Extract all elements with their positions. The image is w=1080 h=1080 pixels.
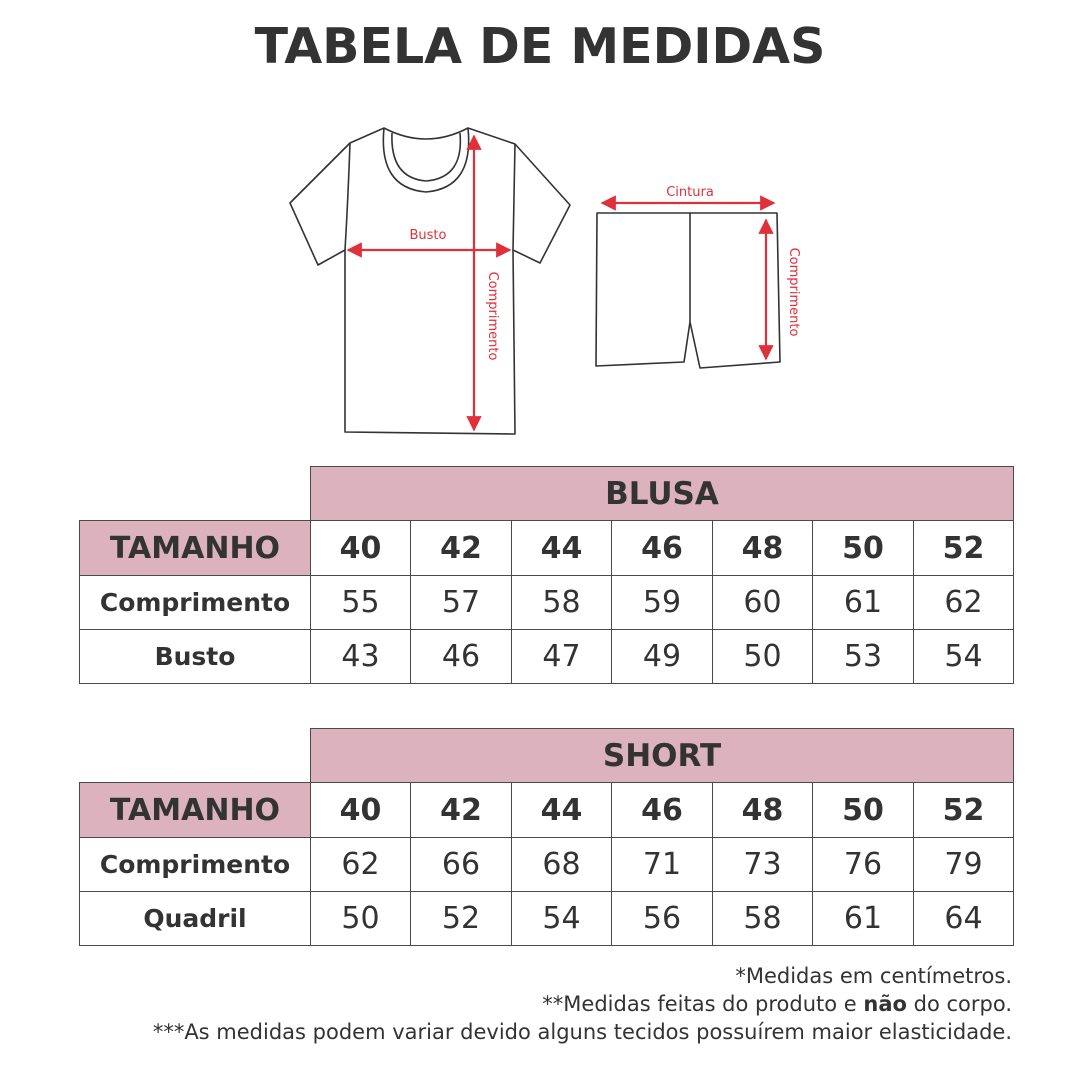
footnote-1: *Medidas em centímetros. (735, 964, 1012, 988)
size-cell: 50 (813, 783, 914, 838)
value-cell: 55 (311, 576, 411, 630)
cintura-label: Cintura (666, 185, 714, 200)
size-row (80, 521, 1014, 576)
size-header-label: TAMANHO (80, 783, 311, 838)
row-label: Comprimento (80, 576, 311, 630)
size-cell: 46 (612, 783, 713, 838)
value-cell: 59 (612, 576, 713, 630)
short-length-label: Comprimento (786, 247, 801, 337)
table-row (80, 838, 1014, 892)
value-cell: 79 (914, 838, 1014, 892)
size-cell: 52 (914, 783, 1014, 838)
tshirt-illustration (290, 128, 570, 434)
size-cell: 40 (311, 783, 411, 838)
size-cell: 46 (612, 521, 713, 576)
table-row (80, 576, 1014, 630)
page-title: TABELA DE MEDIDAS (254, 18, 826, 75)
size-header-label: TAMANHO (80, 521, 311, 576)
size-cell: 44 (512, 521, 612, 576)
garment-diagram (0, 0, 1080, 450)
size-cell: 48 (713, 783, 813, 838)
value-cell: 61 (813, 892, 914, 946)
size-cell: 42 (411, 521, 512, 576)
footnote-3: ***As medidas podem variar devido alguns tecidos possuírem maior elasticidade. (152, 1020, 1012, 1044)
size-cell: 42 (411, 783, 512, 838)
value-cell: 43 (311, 630, 411, 684)
value-cell: 76 (813, 838, 914, 892)
table-heading-blusa: BLUSA (311, 467, 1014, 521)
value-cell: 66 (411, 838, 512, 892)
size-cell: 44 (512, 783, 612, 838)
size-cell: 40 (311, 521, 411, 576)
table-heading-short: SHORT (311, 729, 1014, 783)
value-cell: 53 (813, 630, 914, 684)
value-cell: 58 (713, 892, 813, 946)
value-cell: 50 (713, 630, 813, 684)
shirt-length-label: Comprimento (485, 271, 500, 361)
size-cell: 50 (813, 521, 914, 576)
row-label: Comprimento (80, 838, 311, 892)
value-cell: 52 (411, 892, 512, 946)
value-cell: 64 (914, 892, 1014, 946)
size-cell: 48 (713, 521, 813, 576)
value-cell: 71 (612, 838, 713, 892)
footnote-2: **Medidas feitas do produto e não do corpo. (542, 992, 1012, 1016)
value-cell: 56 (612, 892, 713, 946)
table-row (80, 892, 1014, 946)
value-cell: 62 (914, 576, 1014, 630)
short-size-table (79, 728, 1014, 946)
value-cell: 54 (914, 630, 1014, 684)
table-corner-blank (80, 729, 311, 783)
value-cell: 62 (311, 838, 411, 892)
value-cell: 57 (411, 576, 512, 630)
value-cell: 49 (612, 630, 713, 684)
value-cell: 46 (411, 630, 512, 684)
table-row (80, 630, 1014, 684)
value-cell: 61 (813, 576, 914, 630)
size-cell: 52 (914, 521, 1014, 576)
value-cell: 68 (512, 838, 612, 892)
table-corner-blank (80, 467, 311, 521)
size-row (80, 783, 1014, 838)
footnote-emphasis: não (863, 992, 907, 1016)
value-cell: 73 (713, 838, 813, 892)
footnotes (153, 962, 1012, 1046)
busto-label: Busto (409, 228, 447, 243)
value-cell: 47 (512, 630, 612, 684)
shorts-illustration (596, 213, 780, 368)
value-cell: 58 (512, 576, 612, 630)
value-cell: 50 (311, 892, 411, 946)
row-label: Quadril (80, 892, 311, 946)
blusa-size-table (79, 466, 1014, 684)
value-cell: 60 (713, 576, 813, 630)
row-label: Busto (80, 630, 311, 684)
value-cell: 54 (512, 892, 612, 946)
